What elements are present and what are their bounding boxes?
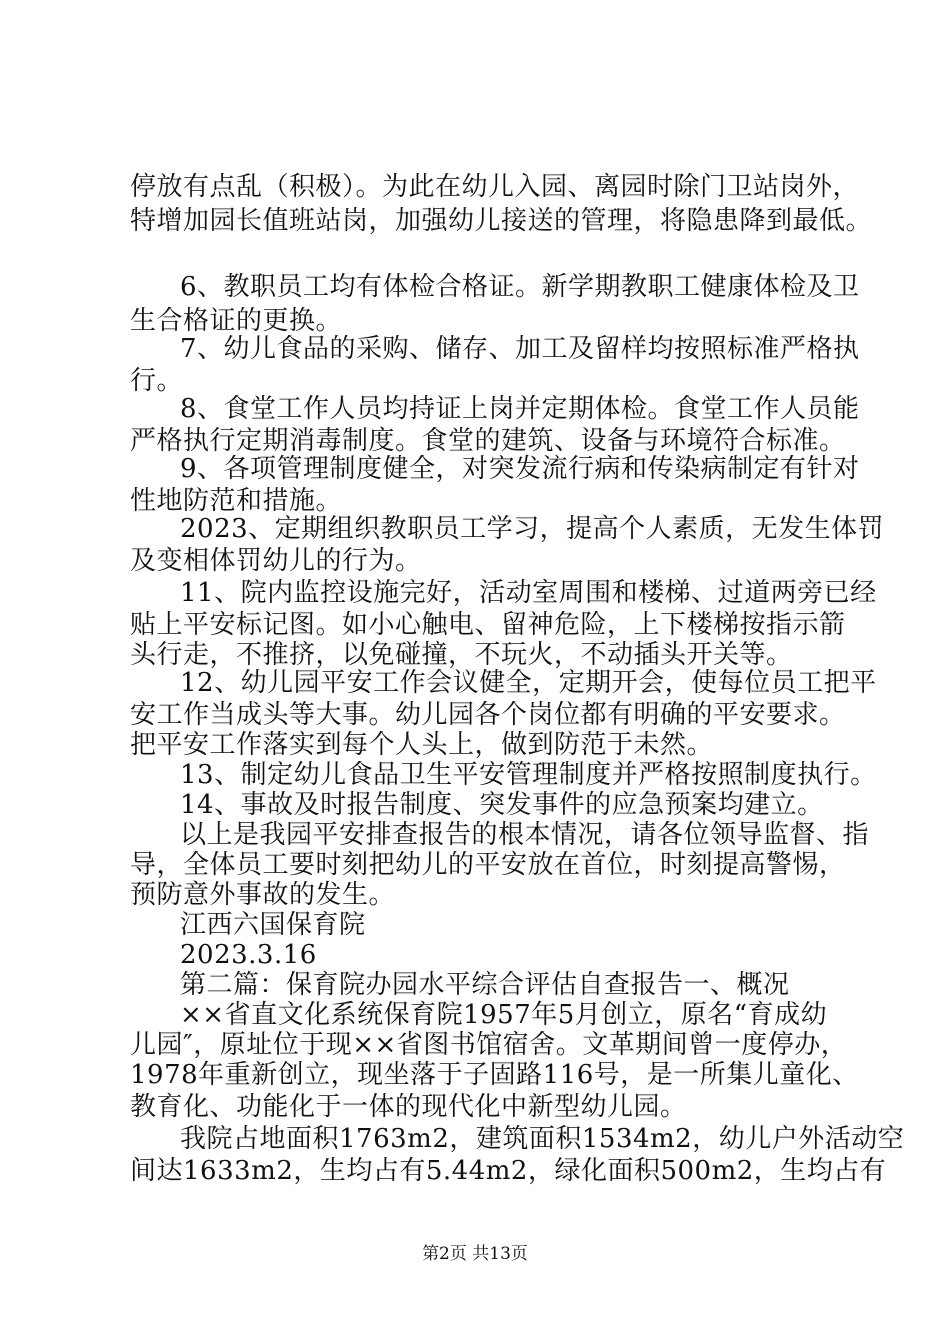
text-line: 行。 <box>130 366 184 396</box>
text-line: 生合格证的更换。 <box>130 306 343 336</box>
text-line: 儿园″，原址位于现××省图书馆宿舍。文革期间曾一度停办， <box>130 1030 848 1060</box>
text-line: 7、幼儿食品的采购、储存、加工及留样均按照标准严格执 <box>180 334 860 364</box>
text-line: 及变相体罚幼儿的行为。 <box>130 546 422 576</box>
text-line: 导，全体员工要时刻把幼儿的平安放在首位，时刻提高警惕， <box>130 850 846 880</box>
section-heading: 第二篇：保育院办园水平综合评估自查报告一、概况 <box>180 970 790 1000</box>
text-line: 把平安工作落实到每个人头上，做到防范于未然。 <box>130 730 714 760</box>
signature-date: 2023.3.16 <box>180 940 317 970</box>
text-line: 严格执行定期消毒制度。食堂的建筑、设备与环境符合标准。 <box>130 426 846 456</box>
text-line: 9、各项管理制度健全，对突发流行病和传染病制定有针对 <box>180 454 860 484</box>
text-line: 13、制定幼儿食品卫生平安管理制度并严格按照制度执行。 <box>180 760 877 790</box>
text-line: 停放有点乱（积极）。为此在幼儿入园、离园时除门卫站岗外， <box>130 172 860 202</box>
text-line: 以上是我园平安排查报告的根本情况，请各位领导监督、指 <box>180 820 870 850</box>
text-line: 性地防范和措施。 <box>130 486 343 516</box>
text-line: 教育化、功能化于一体的现代化中新型幼儿园。 <box>130 1092 687 1122</box>
text-line: 6、教职员工均有体检合格证。新学期教职工健康体检及卫 <box>180 272 860 302</box>
signature-organization: 江西六国保育院 <box>180 910 366 940</box>
text-line: 12、幼儿园平安工作会议健全，定期开会，使每位员工把平 <box>180 668 877 698</box>
text-line: 特增加园长值班站岗，加强幼儿接送的管理，将隐患降到最低。 <box>130 206 873 236</box>
text-line: 我院占地面积1763m2，建筑面积1534m2，幼儿户外活动空 <box>180 1124 905 1154</box>
text-line: 头行走，不推挤，以免碰撞，不玩火，不动插头开关等。 <box>130 640 793 670</box>
text-line: 安工作当成头等大事。幼儿园各个岗位都有明确的平安要求。 <box>130 700 846 730</box>
text-line: 1978年重新创立，现坐落于子固路116号，是一所集儿童化、 <box>130 1060 859 1090</box>
text-line: 8、食堂工作人员均持证上岗并定期体检。食堂工作人员能 <box>180 394 860 424</box>
text-line: 14、事故及时报告制度、突发事件的应急预案均建立。 <box>180 790 824 820</box>
page-footer: 第2页 共13页 <box>422 1244 528 1264</box>
text-line: 贴上平安标记图。如小心触电、留神危险，上下楼梯按指示箭 <box>130 610 846 640</box>
text-line: 间达1633m2，生均占有5.44m2，绿化面积500m2，生均占有 <box>130 1156 887 1186</box>
text-line: 预防意外事故的发生。 <box>130 880 396 910</box>
text-line: ××省直文化系统保育院1957年5月创立，原名“育成幼 <box>180 1000 828 1030</box>
text-line: 2023、定期组织教职员工学习，提高个人素质，无发生体罚 <box>180 514 885 544</box>
text-line: 11、院内监控设施完好，活动室周围和楼梯、过道两旁已经 <box>180 578 877 608</box>
